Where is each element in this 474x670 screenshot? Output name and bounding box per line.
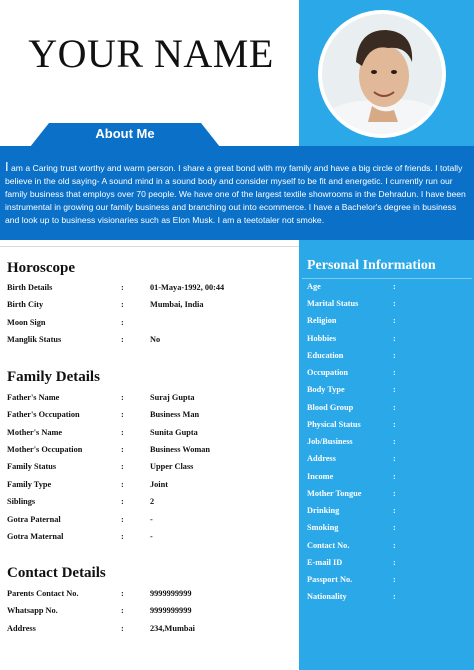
horoscope-heading: Horoscope (7, 260, 76, 276)
personal-row: E-mail ID : (307, 558, 396, 567)
section-divider (0, 246, 299, 247)
family-row: Gotra Paternal : - (7, 515, 153, 524)
personal-row: Occupation : (307, 368, 396, 377)
personal-row: Body Type : (307, 385, 396, 394)
personal-row: Job/Business : (307, 437, 396, 446)
personal-row: Income : (307, 472, 396, 481)
profile-photo (322, 14, 442, 134)
family-row: Mother's Name : Sunita Gupta (7, 428, 198, 437)
personal-row: Education : (307, 351, 396, 360)
personal-row: Hobbies : (307, 334, 396, 343)
family-row: Father's Occupation : Business Man (7, 410, 200, 419)
personal-row: Mother Tongue : (307, 489, 396, 498)
personal-row: Religion : (307, 316, 396, 325)
personal-row: Blood Group : (307, 403, 396, 412)
personal-row: Physical Status : (307, 420, 396, 429)
family-row: Siblings : 2 (7, 497, 155, 506)
horoscope-row: Birth Details : 01-Maya-1992, 00:44 (7, 283, 225, 292)
family-row: Father's Name : Suraj Gupta (7, 393, 195, 402)
about-title: About Me (95, 126, 155, 141)
personal-row: Age : (307, 282, 396, 291)
horoscope-row: Moon Sign : (7, 318, 124, 327)
horoscope-row: Manglik Status : No (7, 335, 161, 344)
horoscope-row: Birth City : Mumbai, India (7, 300, 204, 309)
candidate-name: YOUR NAME (28, 31, 274, 76)
family-row: Family Type : Joint (7, 480, 168, 489)
personal-row: Address : (307, 454, 396, 463)
about-body: am a Caring trust worthy and warm person. I share a great bond with my family and have a big circle of friends. I totally believe in the old saying- A sound mind in a sound body and consider myself to be fit and energetic. I currently run our family business that employs over 70 people. We have one of the largest textile showrooms in the Dehradun. I have been instrumental in growing our family business and branching out into ecommerce. I have a Bachelor's degree in business and look up to business visionaries such as Elon Musk. I am a teetotaler not smoke. (5, 163, 466, 225)
family-row: Family Status : Upper Class (7, 462, 194, 471)
personal-row: Marital Status : (307, 299, 396, 308)
personal-info-heading: Personal Information (307, 258, 436, 273)
contact-row: Parents Contact No. : 9999999999 (7, 589, 192, 598)
profile-photo-frame (318, 10, 446, 138)
personal-row: Smoking : (307, 523, 396, 532)
family-heading: Family Details (7, 369, 100, 385)
contact-heading: Contact Details (7, 565, 106, 581)
personal-row: Nationality : (307, 592, 396, 601)
family-row: Mother's Occupation : Business Woman (7, 445, 211, 454)
personal-row: Drinking : (307, 506, 396, 515)
personal-row: Passport No. : (307, 575, 396, 584)
personal-row: Contact No. : (307, 541, 396, 550)
contact-row: Whatsapp No. : 9999999999 (7, 606, 192, 615)
family-row: Gotra Maternal : - (7, 532, 153, 541)
contact-row: Address : 234,Mumbai (7, 624, 195, 633)
personal-info-divider (302, 278, 472, 279)
about-drop-letter: I (5, 159, 9, 174)
about-text (5, 160, 468, 227)
